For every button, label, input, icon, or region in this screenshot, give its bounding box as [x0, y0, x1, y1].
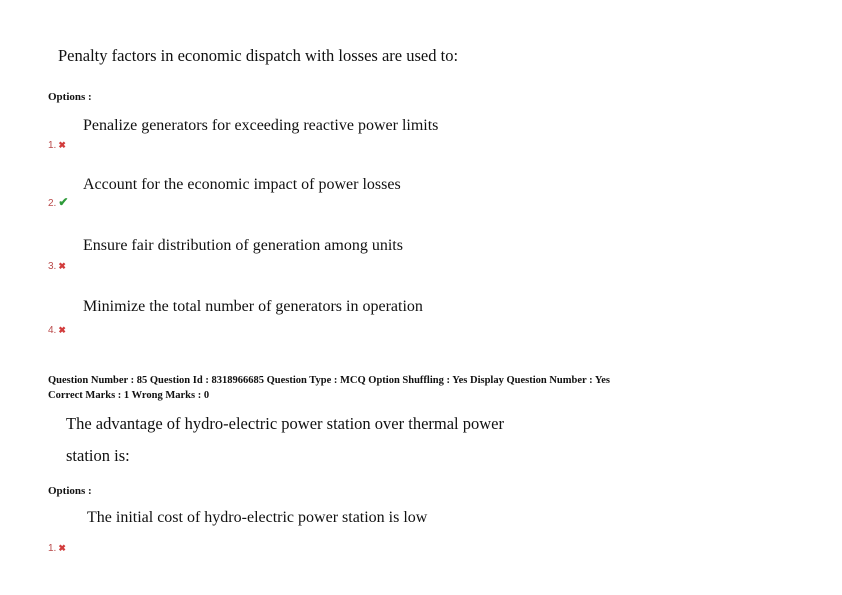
cross-icon: ✖	[58, 261, 66, 271]
option-4-marker	[48, 320, 66, 338]
question-meta: Question Number : 85 Question Id : 8318966685 Question Type : MCQ Option Shuffling : Yes Display Question Number : Yes	[48, 375, 611, 386]
option-number: 1.	[48, 543, 57, 554]
option-1-text: The initial cost of hydro-electric power station is low	[87, 509, 428, 526]
option-1-marker	[48, 135, 66, 153]
option-number: 3.	[48, 261, 57, 272]
option-4-text: Minimize the total number of generators in operation	[83, 298, 423, 315]
marks-meta: Correct Marks : 1 Wrong Marks : 0	[48, 390, 210, 401]
option-number: 4.	[48, 325, 57, 336]
option-2-marker	[48, 193, 68, 211]
option-3-text: Ensure fair distribution of generation among units	[83, 237, 403, 254]
question-text-line-2: station is:	[66, 446, 130, 465]
question-text-line-1: The advantage of hydro-electric power station over thermal power	[66, 414, 504, 433]
cross-icon: ✖	[58, 325, 66, 335]
option-number: 1.	[48, 140, 57, 151]
option-number: 2.	[48, 198, 57, 209]
option-3-marker	[48, 256, 66, 274]
option-2-text: Account for the economic impact of power losses	[83, 176, 401, 193]
option-1-text: Penalize generators for exceeding reactive power limits	[83, 117, 439, 134]
cross-icon: ✖	[58, 543, 66, 553]
options-label: Options :	[48, 91, 92, 103]
cross-icon: ✖	[58, 140, 66, 150]
check-icon: ✔	[58, 195, 69, 209]
option-1-marker	[48, 538, 66, 556]
question-text: Penalty factors in economic dispatch with losses are used to:	[58, 46, 459, 65]
options-label: Options :	[48, 485, 92, 497]
